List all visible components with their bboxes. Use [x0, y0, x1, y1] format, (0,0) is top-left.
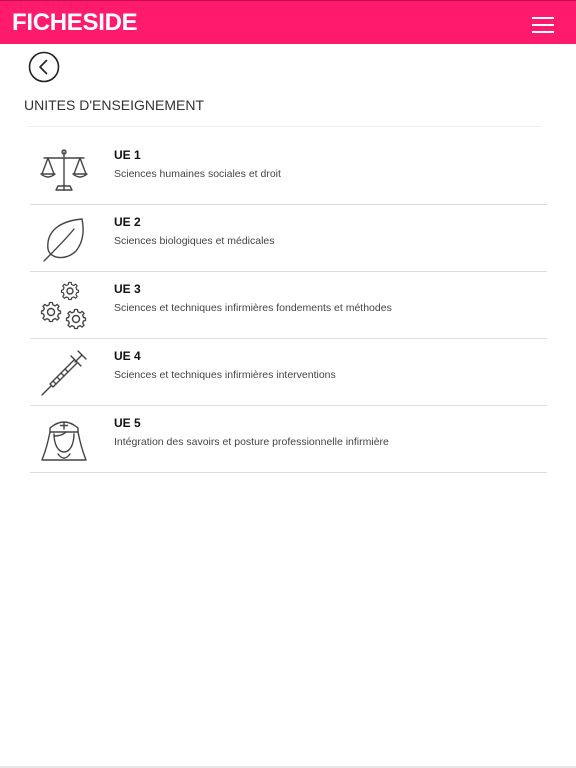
- syringe-icon: [38, 347, 90, 399]
- unit-code: UE 3: [114, 282, 141, 296]
- list-item-ue1[interactable]: [30, 138, 547, 205]
- unit-code: UE 1: [114, 148, 141, 162]
- list-item-ue3[interactable]: [30, 272, 547, 339]
- unit-label: Intégration des savoirs et posture professionnelle infirmière: [114, 436, 389, 448]
- list-item-ue2[interactable]: [30, 205, 547, 272]
- hamburger-menu-icon[interactable]: [528, 13, 558, 35]
- list-item-ue4[interactable]: [30, 339, 547, 406]
- leaf-icon: [38, 213, 90, 265]
- unit-label: Sciences humaines sociales et droit: [114, 168, 281, 180]
- unit-code: UE 5: [114, 416, 141, 430]
- list-item-ue5[interactable]: [30, 406, 547, 473]
- unit-label: Sciences et techniques infirmières fondements et méthodes: [114, 302, 392, 314]
- nurse-icon: [38, 414, 90, 466]
- unit-label: Sciences biologiques et médicales: [114, 235, 275, 247]
- brand-logo[interactable]: FICHESIDE: [12, 9, 138, 36]
- scales-icon: [38, 146, 90, 198]
- unit-label: Sciences et techniques infirmières interventions: [114, 369, 336, 381]
- top-bar: [0, 0, 576, 44]
- unit-code: UE 4: [114, 349, 141, 363]
- gears-icon: [38, 280, 90, 332]
- unit-code: UE 2: [114, 215, 141, 229]
- page-title: UNITES D'ENSEIGNEMENT: [24, 97, 205, 113]
- unit-list: [30, 138, 547, 473]
- back-button[interactable]: [28, 51, 60, 83]
- chevron-left-circle-icon: [28, 51, 60, 83]
- title-divider: [28, 126, 542, 127]
